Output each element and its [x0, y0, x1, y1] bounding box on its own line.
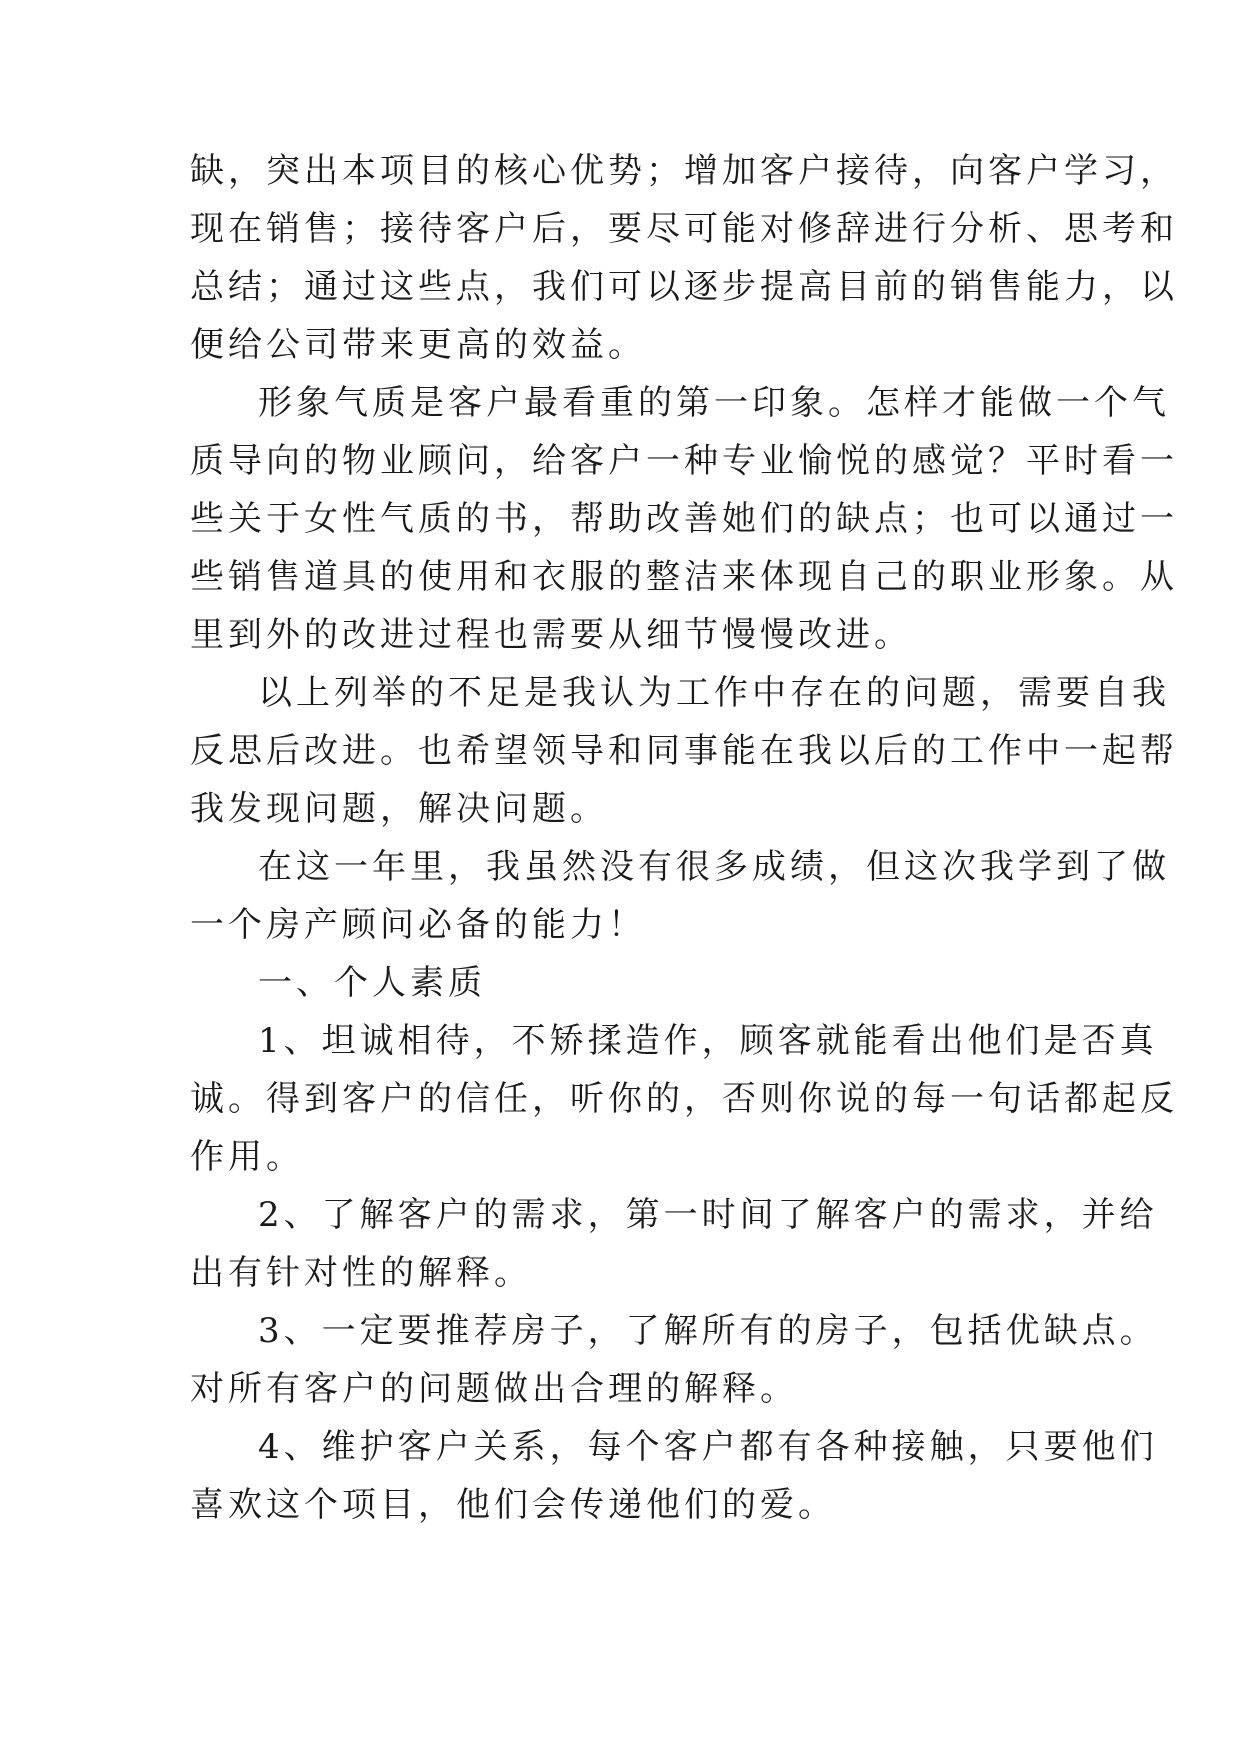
- list-item-3-line: 3、一定要推荐房子，了解所有的房子，包括优缺点。: [258, 1311, 1158, 1351]
- list-item-1-line: 1、坦诚相待，不矫揉造作，顾客就能看出他们是否真: [258, 1021, 1158, 1061]
- text-line: 现在销售；接待客户后，要尽可能对修辞进行分析、思考和: [190, 209, 1178, 249]
- text-line: 作用。: [190, 1137, 304, 1177]
- section-heading: 一、个人素质: [258, 963, 486, 1003]
- text-line: 些关于女性气质的书，帮助改善她们的缺点；也可以通过一: [190, 499, 1178, 539]
- text-line: 诚。得到客户的信任，听你的，否则你说的每一句话都起反: [190, 1079, 1178, 1119]
- text-line: 缺，突出本项目的核心优势；增加客户接待，向客户学习，: [190, 151, 1178, 191]
- paragraph-first-line: 形象气质是客户最看重的第一印象。怎样才能做一个气: [258, 383, 1170, 423]
- list-item-4-line: 4、维护客户关系，每个客户都有各种接触，只要他们: [258, 1427, 1158, 1467]
- text-line: 喜欢这个项目，他们会传递他们的爱。: [190, 1485, 836, 1525]
- text-line: 里到外的改进过程也需要从细节慢慢改进。: [190, 615, 912, 655]
- text-line: 便给公司带来更高的效益。: [190, 325, 646, 365]
- list-item-2-line: 2、了解客户的需求，第一时间了解客户的需求，并给: [258, 1195, 1158, 1235]
- paragraph-first-line: 以上列举的不足是我认为工作中存在的问题，需要自我: [258, 673, 1170, 713]
- text-line: 对所有客户的问题做出合理的解释。: [190, 1369, 798, 1409]
- text-line: 反思后改进。也希望领导和同事能在我以后的工作中一起帮: [190, 731, 1178, 771]
- text-line: 出有针对性的解释。: [190, 1253, 532, 1293]
- paragraph-first-line: 在这一年里，我虽然没有很多成绩，但这次我学到了做: [258, 847, 1170, 887]
- text-line: 一个房产顾问必备的能力！: [190, 905, 646, 945]
- text-line: 些销售道具的使用和衣服的整洁来体现自己的职业形象。从: [190, 557, 1178, 597]
- text-line: 总结；通过这些点，我们可以逐步提高目前的销售能力，以: [190, 267, 1178, 307]
- text-line: 我发现问题，解决问题。: [190, 789, 608, 829]
- text-line: 质导向的物业顾问，给客户一种专业愉悦的感觉？平时看一: [190, 441, 1178, 481]
